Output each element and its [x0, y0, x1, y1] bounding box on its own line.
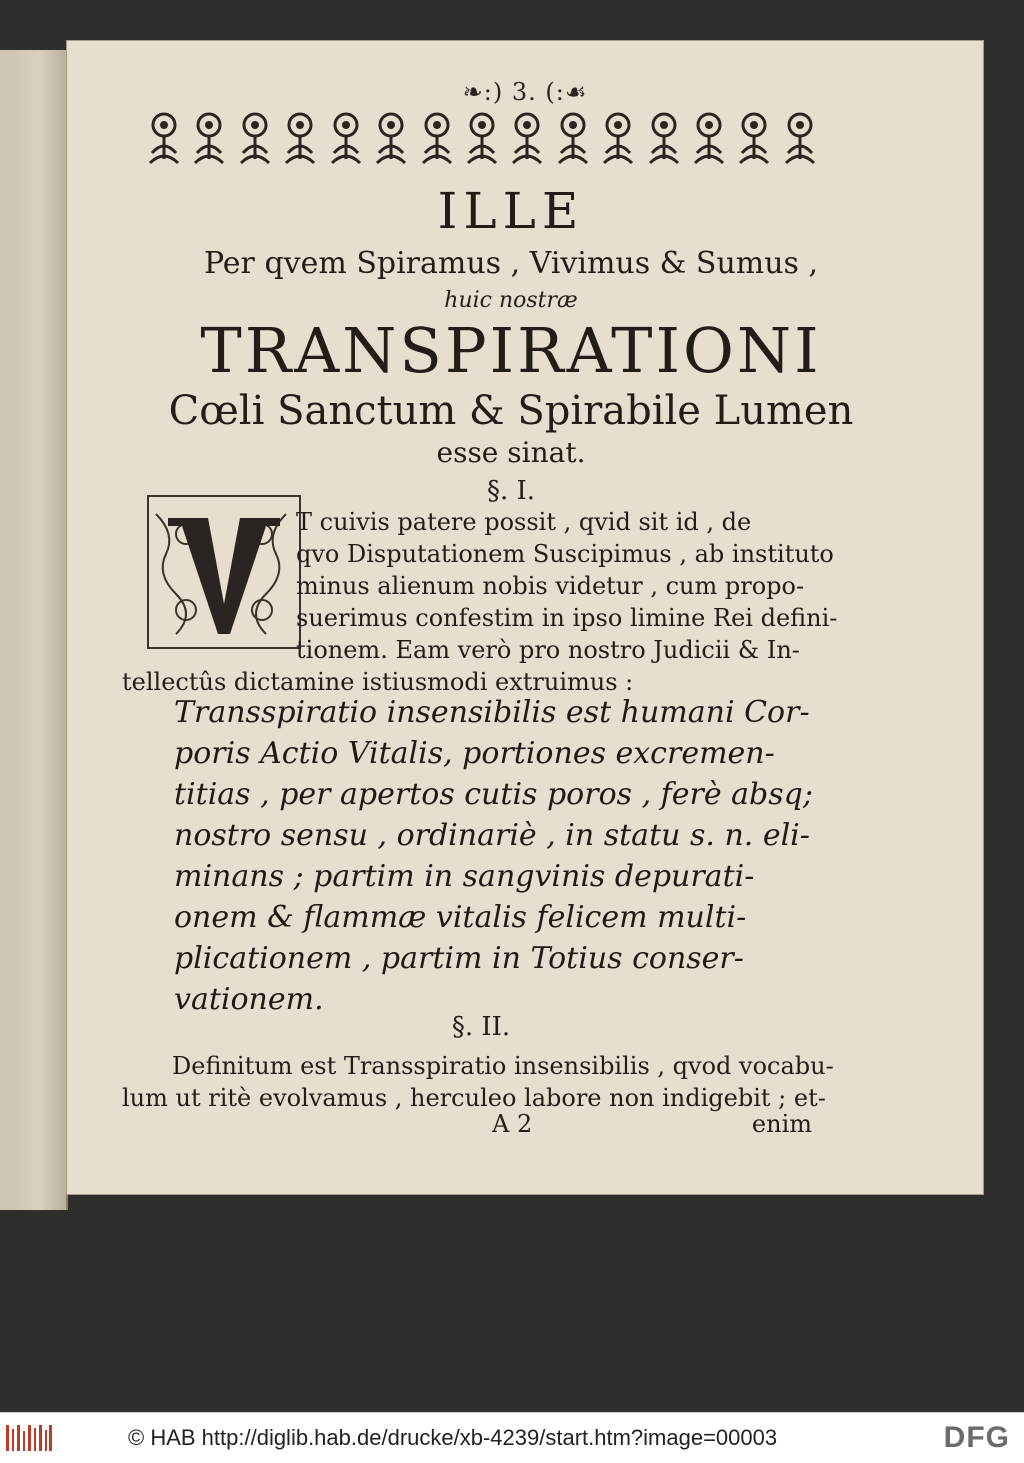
- definition-line: titias , per apertos cutis poros , ferè absq;: [174, 777, 813, 812]
- page-edge-strip: [0, 50, 18, 1210]
- flower-ornament-icon: [462, 109, 502, 167]
- ornamental-border: [144, 106, 820, 170]
- paragraph-1-line: tionem. Eam verò pro nostro Judicii & In-: [296, 636, 800, 664]
- copyright-link[interactable]: © HAB http://diglib.hab.de/drucke/xb-4239/start.htm?image=00003: [128, 1425, 778, 1450]
- definition-line: vationem.: [174, 982, 324, 1017]
- flower-ornament-icon: [371, 109, 411, 167]
- title-huic-nostrae: huic nostræ: [444, 288, 578, 313]
- flower-ornament-icon: [734, 109, 774, 167]
- viewer-footer-bar: [0, 1412, 1024, 1463]
- definition-block: [174, 692, 834, 1020]
- definition-line: minans ; partim in sangvinis depurati-: [174, 859, 755, 894]
- flower-ornament-icon: [507, 109, 547, 167]
- paragraph-1-line: suerimus confestim in ipso limine Rei defini-: [296, 604, 838, 632]
- title-coeli-sanctum: Cœli Sanctum & Spirabile Lumen: [168, 388, 854, 434]
- section-heading-2: §. II.: [451, 1012, 511, 1042]
- flower-ornament-icon: [326, 109, 366, 167]
- paragraph-1-line: tellectûs dictamine istiusmodi extruimus :: [122, 668, 634, 696]
- paragraph-1-line: qvo Disputationem Suscipimus , ab instituto: [296, 540, 834, 568]
- definition-line: onem & flammæ vitalis felicem multi-: [174, 900, 747, 935]
- paragraph-2-line: lum ut ritè evolvamus , herculeo labore non indigebit ; et-: [122, 1084, 826, 1112]
- section-heading-1: §. I.: [486, 476, 536, 506]
- title-per-qvem: Per qvem Spiramus , Vivimus & Sumus ,: [203, 246, 819, 281]
- signature-mark: A 2: [492, 1110, 533, 1138]
- barcode-logo-icon: [6, 1425, 52, 1451]
- flower-ornament-icon: [598, 109, 638, 167]
- paragraph-2: [122, 1050, 834, 1114]
- page-content: [66, 40, 984, 1195]
- definition-line: Transspiratio insensibilis est humani Cor-: [174, 695, 810, 730]
- flower-ornament-icon: [144, 109, 184, 167]
- paragraph-1-line: minus alienum nobis videtur , cum propo-: [296, 572, 805, 600]
- paragraph-2-line: Definitum est Transspiratio insensibilis , qvod vocabu-: [172, 1052, 834, 1080]
- flower-ornament-icon: [280, 109, 320, 167]
- flower-ornament-icon: [644, 109, 684, 167]
- left-facing-page-edge: [0, 50, 68, 1210]
- flower-ornament-icon: [553, 109, 593, 167]
- catchword: enim: [751, 1110, 812, 1138]
- title-transpirationi: TRANSPIRATIONI: [200, 314, 822, 387]
- definition-line: poris Actio Vitalis, portiones excremen-: [174, 736, 775, 771]
- page-header-number: ❧:) 3. (:☙: [462, 78, 588, 106]
- definition-line: nostro sensu , ordinariè , in statu s. n. eli-: [174, 818, 810, 853]
- flower-ornament-icon: [417, 109, 457, 167]
- dfg-logo: DFG: [943, 1421, 1010, 1454]
- flower-ornament-icon: [235, 109, 275, 167]
- title-ille: ILLE: [437, 182, 585, 240]
- definition-line: plicationem , partim in Totius conser-: [174, 941, 744, 976]
- flower-ornament-icon: [780, 109, 820, 167]
- title-esse-sinat: esse sinat.: [436, 436, 586, 469]
- flower-ornament-icon: [189, 109, 229, 167]
- flower-ornament-icon: [689, 109, 729, 167]
- paragraph-1: [122, 506, 838, 698]
- paragraph-1-line: T cuivis patere possit , qvid sit id , de: [296, 508, 752, 536]
